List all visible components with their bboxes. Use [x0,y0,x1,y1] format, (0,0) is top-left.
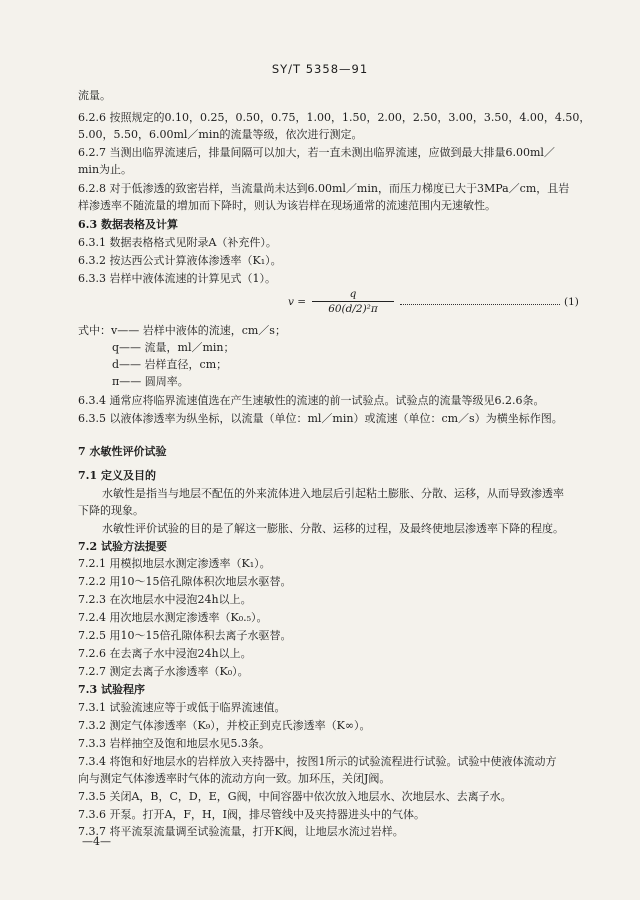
section-heading: 6.3 数据表格及计算 [78,218,178,231]
subsection-heading: 7.2 试验方法提要 [78,540,167,553]
definition-line: π—— 圆周率。 [112,375,189,388]
definition-line: d—— 岩样直径，cm； [112,358,228,371]
list-item: 7.2.3 在次地层水中浸泡24h以上。 [78,593,252,606]
list-item: 7.2.7 测定去离子水渗透率（K₀）。 [78,665,249,678]
formula-numerator: q [312,288,394,302]
text-line: 6.3.3 岩样中液体流速的计算见式（1）。 [78,272,276,285]
text-line: 6.3.1 数据表格格式见附录A（补充件）。 [78,236,277,249]
text-line: 6.2.7 当测出临界流速后，排量间隔可以加大，若一直未测出临界流速，应做到最大排量6.00ml／ [78,146,555,159]
formula-fraction [312,288,394,316]
text-line: 6.2.8 对于低渗透的致密岩样，当流量尚未达到6.00ml／min，而压力梯度已大于3MPa／cm，且岩 [78,182,570,195]
paragraph-line: 水敏性评价试验的目的是了解这一膨胀、分散、运移的过程，及最终使地层渗透率下降的程度。 [102,522,564,535]
list-item: 7.2.1 用模拟地层水测定渗透率（K₁）。 [78,557,271,570]
text-line: 流量。 [78,89,111,102]
list-item: 7.3.1 试验流速应等于或低于临界流速值。 [78,701,286,714]
text-line: 6.3.4 通常应将临界流速值选在产生速敏性的流速的前一试验点。试验点的流量等级见6.2.6条。 [78,394,545,407]
subsection-heading: 7.3 试验程序 [78,683,145,696]
formula-denominator: 60(d/2)²π [328,303,378,315]
list-item: 7.3.3 岩样抽空及饱和地层水见5.3条。 [78,737,270,750]
subsection-heading: 7.1 定义及目的 [78,469,156,482]
flow-velocity-formula [288,288,592,318]
formula-number: (1) [564,296,579,308]
text-line: 6.3.5 以液体渗透率为纵坐标，以流量（单位：ml／min）或流速（单位：cm／s）为横坐标作图。 [78,412,563,425]
list-item: 向与测定气体渗透率时气体的流动方向一致。加环压，关闭J阀。 [78,772,391,785]
list-item: 7.2.4 用次地层水测定渗透率（K₀.₅）。 [78,611,268,624]
text-line: 样渗透率不随流量的增加而下降时，则认为该岩样在现场通常的流速范围内无速敏性。 [78,199,496,212]
text-line: 6.2.6 按照规定的0.10，0.25，0.50，0.75，1.00，1.50，2.00，2.50，3.00，3.50，4.00，4.50， [78,111,591,124]
text-line: 5.00，5.50，6.00ml／min的流量等级，依次进行测定。 [78,128,363,141]
text-line: min为止。 [78,163,133,176]
list-item: 7.3.4 将饱和好地层水的岩样放入夹持器中，按图1所示的试验流程进行试验。试验中使液体流动方 [78,755,557,768]
section-heading: 7 水敏性评价试验 [78,445,167,458]
formula-lhs: v = [288,296,307,308]
list-item: 7.2.6 在去离子水中浸泡24h以上。 [78,647,252,660]
list-item: 7.3.5 关闭A，B，C，D，E，G阀，中间容器中依次放入地层水、次地层水、去离子水。 [78,790,512,803]
standard-code-header: SY/T 5358—91 [271,62,369,76]
paragraph-line: 水敏性是指当与地层不配伍的外来流体进入地层后引起粘土膨胀、分散、运移，从而导致渗透率 [102,487,564,500]
paragraph-line: 下降的现象。 [78,504,144,517]
definition-line: 式中：v—— 岩样中液体的流速，cm／s； [78,324,286,337]
list-item: 7.3.2 测定气体渗透率（K₉），并校正到克氏渗透率（K∞）。 [78,719,371,732]
text-line: 6.3.2 按达西公式计算液体渗透率（K₁）。 [78,254,282,267]
list-item: 7.2.5 用10～15倍孔隙体积去离子水驱替。 [78,629,292,642]
page-number: —4— [82,835,111,848]
list-item: 7.3.6 开泵。打开A，F，H，I阀，排尽管线中及夹持器进头中的气体。 [78,808,425,821]
definition-line: q—— 流量，ml／min； [112,341,235,354]
list-item: 7.3.7 将平流泵流量调至试验流量，打开K阀，让地层水流过岩样。 [78,825,404,838]
list-item: 7.2.2 用10～15倍孔隙体积次地层水驱替。 [78,575,292,588]
formula-leader-dots [400,296,560,305]
